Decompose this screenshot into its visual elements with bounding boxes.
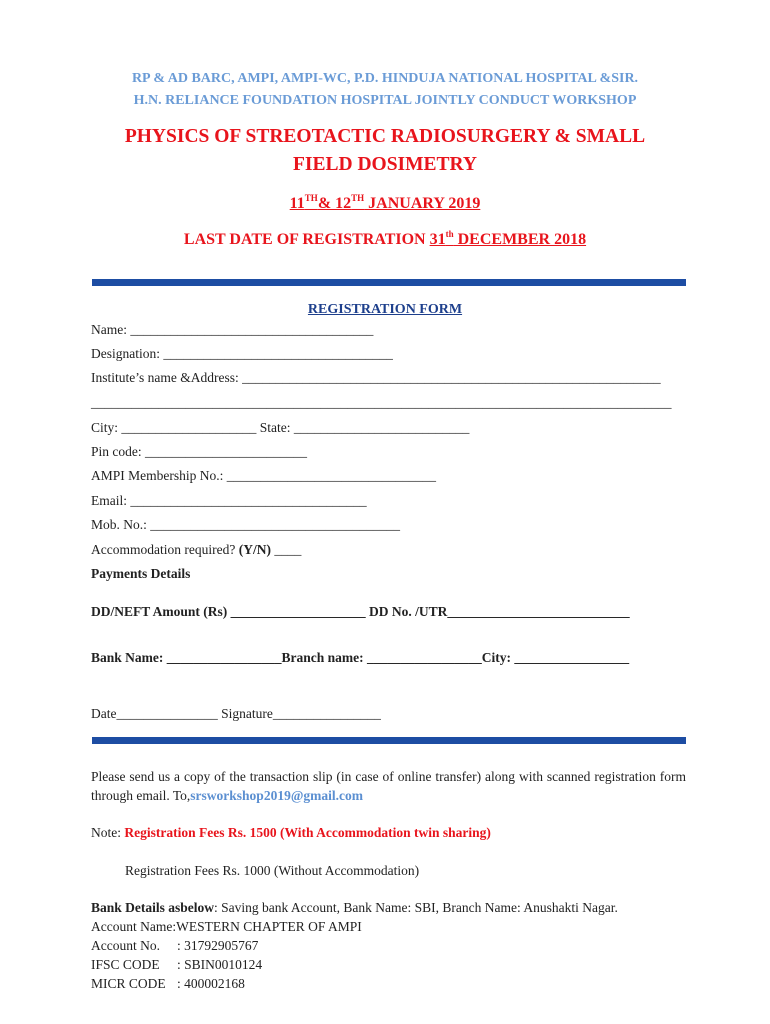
bank-details-heading: Bank Details asbelow xyxy=(91,900,215,915)
ifsc-code-value: : SBIN0010124 xyxy=(177,957,263,972)
ifsc-code-row xyxy=(91,957,262,973)
divider-rule-bottom xyxy=(92,737,686,744)
contact-email-link[interactable]: srsworkshop2019@gmail.com xyxy=(190,788,363,803)
last-date-sup: th xyxy=(445,229,454,239)
last-date-rest: DECEMBER 2018 xyxy=(453,231,587,248)
event-date-sup1: TH xyxy=(304,193,318,203)
micr-code-value: : 400002168 xyxy=(177,976,245,991)
micr-code-row xyxy=(91,976,245,992)
accommodation-yn: (Y/N) xyxy=(238,542,271,557)
event-date-day1: 11 xyxy=(289,195,305,212)
instructions-paragraph xyxy=(91,767,686,805)
event-date-sup2: TH xyxy=(351,193,365,203)
header-line-2: H.N. RELIANCE FOUNDATION HOSPITAL JOINTLY CONDUCT WORKSHOP xyxy=(133,93,637,108)
last-date-prefix: LAST DATE OF REGISTRATION xyxy=(183,231,430,248)
form-title: REGISTRATION FORM xyxy=(307,302,463,317)
email-field[interactable]: Email: ___________________________________ xyxy=(91,493,367,508)
ifsc-code-label: IFSC CODE xyxy=(91,957,160,972)
account-number-row xyxy=(91,938,258,954)
micr-code-label: MICR CODE xyxy=(91,976,166,991)
date-signature-field[interactable]: Date_______________ Signature________________ xyxy=(91,706,381,721)
account-number-value: : 31792905767 xyxy=(177,938,259,953)
event-date-amp: & 12 xyxy=(317,195,352,212)
city-state-field[interactable]: City: ____________________ State: __________________________ xyxy=(91,420,470,435)
name-field[interactable]: Name: ____________________________________ xyxy=(91,322,374,337)
workshop-title-line-1: PHYSICS OF STREOTACTIC RADIOSURGERY & SMALL xyxy=(124,126,646,147)
pin-code-field[interactable]: Pin code: ________________________ xyxy=(91,444,307,459)
ampi-membership-field[interactable]: AMPI Membership No.: _______________________________ xyxy=(91,468,436,483)
payments-heading: Payments Details xyxy=(91,566,191,581)
account-number-label: Account No. xyxy=(91,938,160,953)
institute-address-field[interactable]: Institute’s name &Address: ______________________________________________________________ xyxy=(91,370,661,385)
accommodation-label: Accommodation required? xyxy=(91,542,239,557)
divider-rule-top xyxy=(92,279,686,286)
event-date-rest: JANUARY 2019 xyxy=(364,195,481,212)
fees-without-accommodation: Registration Fees Rs. 1000 (Without Accommodation) xyxy=(125,863,420,878)
bank-branch-city-field[interactable]: Bank Name: _________________Branch name: _________________City: _________________ xyxy=(91,650,630,665)
workshop-title-line-2: FIELD DOSIMETRY xyxy=(292,154,478,175)
mobile-field[interactable]: Mob. No.: _____________________________________ xyxy=(91,517,401,532)
designation-field[interactable]: Designation: __________________________________ xyxy=(91,346,393,361)
bank-details-text: : Saving bank Account, Bank Name: SBI, Branch Name: Anushakti Nagar. xyxy=(214,900,618,915)
accommodation-blank: ____ xyxy=(270,542,302,557)
bank-details-summary xyxy=(91,900,618,916)
fees-note xyxy=(91,825,491,841)
header-line-1: RP & AD BARC, AMPI, AMPI-WC, P.D. HINDUJA NATIONAL HOSPITAL &SIR. xyxy=(131,71,639,86)
accommodation-field[interactable] xyxy=(91,542,301,558)
dd-neft-field[interactable]: DD/NEFT Amount (Rs) ____________________ DD No. /UTR___________________________ xyxy=(91,604,630,619)
note-label: Note: xyxy=(91,825,125,840)
account-name: Account Name:WESTERN CHAPTER OF AMPI xyxy=(91,919,362,934)
instructions-text: Please send us a copy of the transaction slip (in case of online transfer) along with scanned registration form through email. To, xyxy=(91,769,686,803)
last-date-day: 31 xyxy=(429,231,446,248)
event-date xyxy=(0,195,770,213)
fees-with-accommodation: Registration Fees Rs. 1500 (With Accommodation twin sharing) xyxy=(124,825,491,840)
address-line-2-field[interactable]: ______________________________________________________________________________________ xyxy=(91,395,672,410)
last-date-registration xyxy=(0,231,770,249)
